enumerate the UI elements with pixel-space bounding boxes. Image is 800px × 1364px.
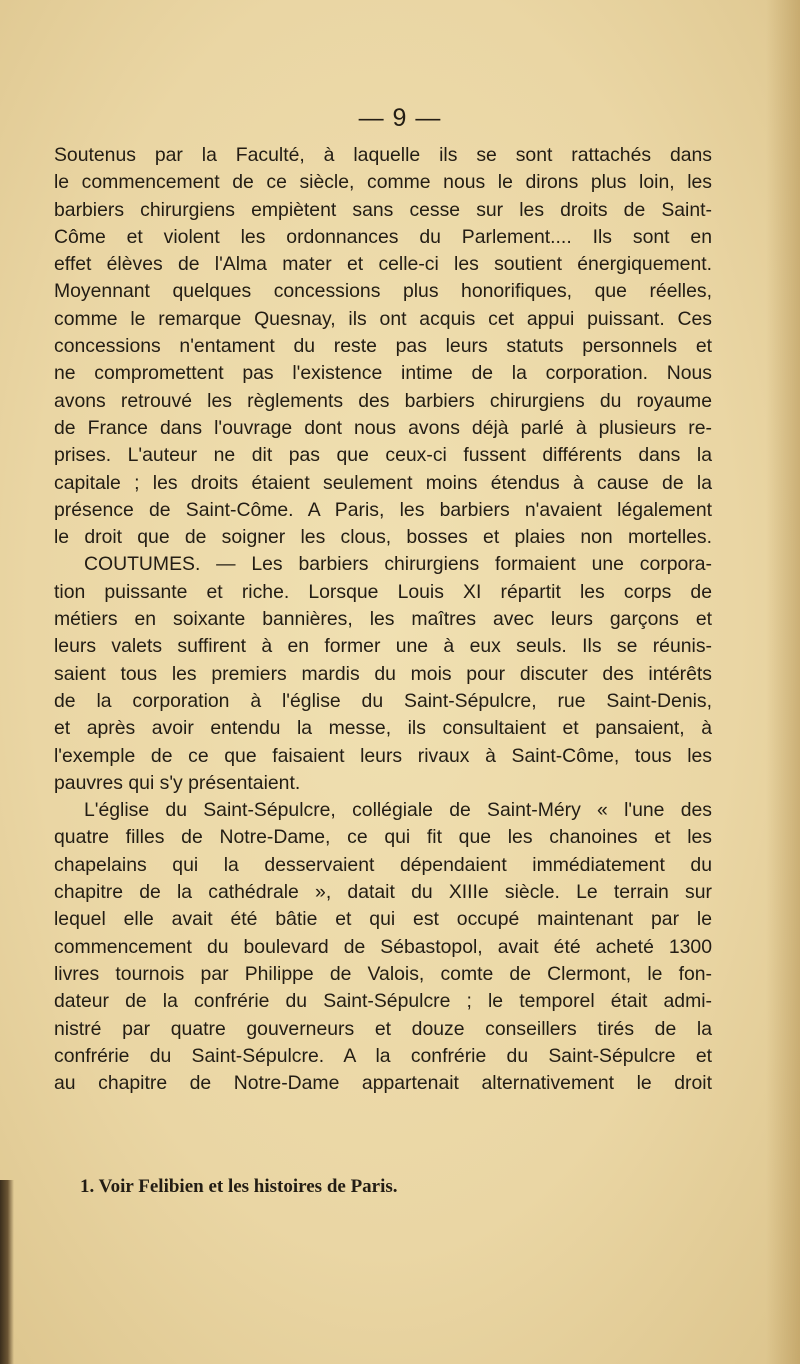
- text-line: de France dans l'ouvrage dont nous avons déjà parlé à plusieurs re-: [54, 416, 712, 439]
- page-number: — 9 —: [358, 104, 442, 132]
- text-line: Soutenus par la Faculté, à laquelle ils se sont rattachés dans: [54, 144, 712, 166]
- text-line: chapelains qui la desservaient dépendaient immédiatement du: [54, 853, 712, 876]
- text-line: tion puissante et riche. Lorsque Louis XI répartit les corps de: [54, 580, 712, 603]
- text-line: COUTUMES. — Les barbiers chirurgiens formaient une corpora-: [84, 553, 712, 576]
- text-line: Moyennant quelques concessions plus honorifiques, que réelles,: [54, 280, 712, 303]
- text-line: l'exemple de ce que faisaient leurs rivaux à Saint-Côme, tous les: [54, 744, 712, 767]
- text-line: nistré par quatre gouverneurs et douze conseillers tirés de la: [54, 1017, 712, 1040]
- text-line: prises. L'auteur ne dit pas que ceux-ci fussent différents dans la: [54, 444, 712, 467]
- text-line: barbiers chirurgiens empiètent sans cesse sur les droits de Saint-: [54, 198, 712, 221]
- text-line: saient tous les premiers mardis du mois pour discuter des intérêts: [54, 662, 712, 685]
- text-line: lequel elle avait été bâtie et qui est occupé maintenant par le: [54, 908, 712, 931]
- text-line: métiers en soixante bannières, les maîtres avec leurs garçons et: [54, 608, 712, 631]
- body-text: [54, 142, 712, 1097]
- text-line: livres tournois par Philippe de Valois, comte de Clermont, le fon-: [54, 962, 712, 985]
- text-line: chapitre de la cathédrale », datait du XIIIe siècle. Le terrain sur: [54, 881, 712, 904]
- text-line: Côme et violent les ordonnances du Parlement.... Ils sont en: [54, 225, 712, 248]
- text-line: commencement du boulevard de Sébastopol, avait été acheté 1300: [54, 935, 712, 958]
- text-line: concessions n'entament du reste pas leurs statuts personnels et: [54, 335, 712, 358]
- text-line: leurs valets suffirent à en former une à eux seuls. Ils se réunis-: [54, 635, 712, 658]
- text-line: effet élèves de l'Alma mater et celle-ci les soutient énergiquement.: [54, 253, 712, 276]
- text-line: et après avoir entendu la messe, ils consultaient et pansaient, à: [54, 717, 712, 740]
- text-line: le commencement de ce siècle, comme nous le dirons plus loin, les: [54, 171, 712, 194]
- text-line: le droit que de soigner les clous, bosses et plaies non mortelles.: [54, 526, 712, 549]
- text-line: ne compromettent pas l'existence intime de la corporation. Nous: [54, 362, 712, 385]
- binding-edge: [0, 1180, 14, 1364]
- text-line: quatre filles de Notre-Dame, ce qui fit que les chanoines et les: [54, 826, 712, 849]
- text-line: capitale ; les droits étaient seulement moins étendus à cause de la: [54, 471, 712, 494]
- text-line: L'église du Saint-Sépulcre, collégiale de Saint-Méry « l'une des: [84, 799, 712, 822]
- page-edge-shadow: [766, 0, 800, 1364]
- text-line: dateur de la confrérie du Saint-Sépulcre ; le temporel était admi-: [54, 990, 712, 1013]
- text-line: présence de Saint-Côme. A Paris, les barbiers n'avaient légalement: [54, 498, 712, 521]
- text-line: au chapitre de Notre-Dame appartenait alternativement le droit: [54, 1072, 712, 1095]
- text-line: pauvres qui s'y présentaient.: [54, 771, 301, 794]
- text-line: confrérie du Saint-Sépulcre. A la confrérie du Saint-Sépulcre et: [54, 1044, 712, 1067]
- text-line: comme le remarque Quesnay, ils ont acquis cet appui puissant. Ces: [54, 307, 712, 330]
- text-line: avons retrouvé les règlements des barbiers chirurgiens du royaume: [54, 389, 712, 412]
- footnote: 1. Voir Felibien et les histoires de Paris.: [80, 1176, 398, 1197]
- text-line: de la corporation à l'église du Saint-Sépulcre, rue Saint-Denis,: [54, 689, 712, 712]
